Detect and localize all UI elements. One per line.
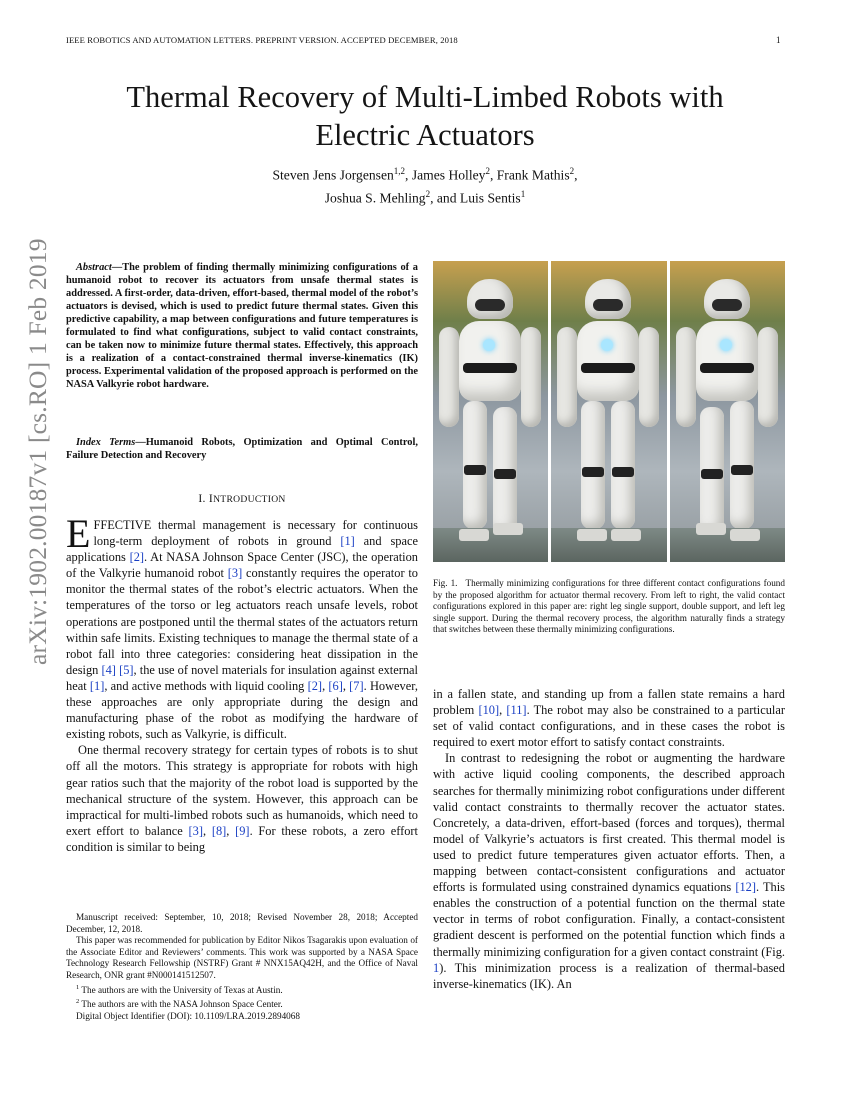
index-terms bbox=[66, 436, 418, 462]
robot-torso bbox=[459, 321, 521, 401]
figure-caption-text: Thermally minimizing configurations for three different contact configurations found by the proposed algorithm for actuator thermal recovery. From left to right, the valid contact configurations explored in this paper are: right leg single support, double support, and left leg single support. During the thermal recovery process, the algorithm naturally finds a strategy that switches between these thermally minimizing configurations. bbox=[433, 578, 785, 635]
robot-arm bbox=[439, 327, 459, 427]
page-number: 1 bbox=[776, 35, 781, 45]
robot-knee bbox=[612, 467, 634, 477]
footnote: Manuscript received: September, 10, 2018; Revised November 28, 2018; Accepted December, 12, 2018. bbox=[66, 912, 418, 934]
abstract-text: —The problem of finding thermally minimizing configurations of a humanoid robot to recover its actuators from unsafe thermal states is addressed. A first-order, data-driven, effort-based, thermal model of the robot’s actuators is devised, which is used to predict future thermal states. Given this predictive capability, a map between configurations and future temperatures is formulated to find what configurations, subject to valid contact constraints, can be taken now to minimize future thermal states. Effectively, this approach is a realization of a contact-constrained thermal inverse-kinematics (IK) process. Experimental validation of the proposed approach is performed on the NASA Valkyrie robot hardware. bbox=[66, 262, 418, 391]
abstract bbox=[66, 261, 418, 391]
citation-link[interactable]: [10] bbox=[478, 703, 500, 718]
text-run: . At NASA Johnson Space Center (JSC), the operation of the Valkyrie humanoid robot bbox=[66, 550, 418, 581]
text-run: , and active methods with liquid cooling bbox=[104, 678, 308, 693]
section-title-initial: I bbox=[208, 492, 214, 505]
author-line-2 bbox=[40, 185, 810, 208]
text-run: in a fallen state, and standing up from a fallen state remains a hard problem bbox=[433, 687, 785, 718]
index-terms-text: —Humanoid Robots, Optimization and Optimal Control, Failure Detection and Recovery bbox=[66, 437, 418, 462]
robot-visor bbox=[712, 299, 742, 311]
citation-link[interactable]: [2] bbox=[129, 550, 145, 565]
citation-link[interactable]: [6] bbox=[328, 678, 343, 693]
section-title-rest: NTRODUCTION bbox=[213, 494, 286, 505]
affiliation-mark: 2 bbox=[485, 166, 490, 176]
citation-link[interactable]: [5] bbox=[119, 662, 134, 677]
footnote-doi: Digital Object Identifier (DOI): 10.1109/LRA.2019.2894068 bbox=[76, 1010, 300, 1021]
author-name: Steven Jens Jorgensen bbox=[272, 167, 394, 183]
robot-chest-light bbox=[720, 339, 732, 351]
citation-link[interactable]: [12] bbox=[735, 880, 756, 895]
robot-knee bbox=[494, 469, 516, 479]
text-run: constantly requires the operator to monitor the thermal states of the robot’s electric actuators. When the temperatures of the torso or leg actuators reach unsafe levels, robot operations are postponed until the thermal states of the actuators return within safe limits. Existing techniques to manage the thermal state of a robot fall into three categories: considering heat dissipation in the design bbox=[66, 566, 418, 677]
robot-foot bbox=[611, 529, 641, 541]
robot-leg bbox=[581, 401, 605, 529]
paragraph: in a fallen state, and standing up from a fallen state remains a hard problem [10], [11]. The robot may also be constrained to a particular set of valid contact configurations, and in these cases the robot is required to exert motor effort to satisfy contact constraints. bbox=[433, 687, 785, 750]
robot-torso-band bbox=[581, 363, 635, 373]
text-run: FFECTIVE thermal management is necessary for continuous long-term deployment of robots in ground bbox=[93, 518, 418, 549]
affiliation-mark: 1 bbox=[520, 188, 526, 199]
robot-arm bbox=[557, 327, 577, 427]
robot-arm bbox=[521, 327, 541, 427]
paragraph: EFFECTIVE thermal management is necessary for continuous long-term deployment of robots in ground [1] and space applications [2]. At NASA Johnson Space Center (JSC), the operation of the Valkyrie humanoid robot [3] constantly requires the operator to monitor the thermal states of the robot’s electric actuators. When the temperatures of the torso or leg actuators reach unsafe levels, robot operations are postponed until the thermal states of the actuators return within safe limits. Existing techniques to manage the thermal state of a robot fall into three categories: considering heat dissipation in the design [4] [5], the use of novel materials for insulation against external heat [1], and active methods with liquid cooling [2], [6], [7]. However, these approaches are only appropriate during the design and manufacturing phase of the robot as modifying the hardware of existing robots, such as Valkyrie, is difficult. bbox=[66, 511, 418, 742]
right-column-body bbox=[433, 686, 785, 992]
author-separator: , bbox=[574, 167, 578, 183]
text-run: , the use of novel materials for insulation against external heat bbox=[66, 662, 418, 693]
robot-knee bbox=[582, 467, 604, 477]
robot-leg bbox=[611, 401, 635, 529]
robot-torso-band bbox=[700, 363, 754, 373]
footnote-mark: 1 bbox=[76, 983, 80, 991]
footnotes bbox=[66, 912, 418, 1022]
footnote-text: The authors are with the University of Texas at Austin. bbox=[79, 984, 283, 995]
robot-arm bbox=[758, 327, 778, 427]
affiliation-mark: 2 bbox=[425, 188, 431, 199]
figure-reference-link[interactable]: 1 bbox=[433, 960, 440, 975]
robot-foot bbox=[459, 529, 489, 541]
robot-photo-left-leg-support bbox=[670, 261, 785, 562]
robot-foot bbox=[493, 523, 523, 535]
text-run: and space applications bbox=[66, 534, 418, 565]
robot-torso-band bbox=[463, 363, 517, 373]
robot-foot bbox=[696, 523, 726, 535]
floor bbox=[670, 528, 785, 562]
robot-visor bbox=[475, 299, 505, 311]
text-run: . This enables the construction of a potential function on the thermal state vector in terms of robot configuration. Finally, a contact-consistent gradient descent is performed on the potential function which finds a thermally minimizing configuration for a given contact constraint (Fig. bbox=[433, 880, 786, 959]
affiliation-mark: 2 bbox=[569, 166, 575, 176]
robot-knee bbox=[701, 469, 723, 479]
citation-link[interactable]: [9] bbox=[235, 823, 250, 838]
arxiv-side-stamp: arXiv:1902.00187v1 [cs.RO] 1 Feb 2019 bbox=[23, 238, 52, 665]
robot-visor bbox=[593, 299, 623, 311]
citation-link[interactable]: [3] bbox=[188, 823, 203, 838]
author-name: Joshua S. Mehling bbox=[324, 190, 426, 206]
text-run: One thermal recovery strategy for certain types of robots is to shut off all the motors. This strategy is appropriate for robots with high gear ratios such that the majority of the robot load is supported by the mechanical structure of the system. However, this approach can be impractical for multi-limbed robots such as humanoids, which need to exert effort to balance bbox=[66, 743, 418, 838]
text-run: . The robot may also be constrained to a particular set of valid contact configurations, and in these cases the robot is required to exert motor effort to satisfy contact constraints. bbox=[433, 703, 785, 750]
citation-link[interactable]: [4] bbox=[101, 662, 116, 677]
robot-torso bbox=[696, 321, 758, 401]
footnote-mark: 2 bbox=[76, 998, 80, 1006]
figure-1-caption bbox=[433, 578, 785, 636]
text-run: . For these robots, a zero effort condition is similar to being bbox=[66, 823, 418, 854]
citation-link[interactable]: [1] bbox=[89, 678, 105, 693]
robot-arm bbox=[639, 327, 659, 427]
citation-link[interactable]: [8] bbox=[211, 823, 227, 838]
citation-link[interactable]: [2] bbox=[307, 678, 323, 693]
section-numeral: I. bbox=[198, 492, 209, 505]
affiliation-mark: 1,2 bbox=[393, 166, 406, 176]
introduction-body bbox=[66, 511, 418, 855]
running-header: IEEE ROBOTICS AND AUTOMATION LETTERS. PREPRINT VERSION. ACCEPTED DECEMBER, 2018 bbox=[66, 35, 458, 45]
footnote bbox=[66, 996, 418, 1011]
section-heading-introduction bbox=[66, 492, 418, 505]
citation-link[interactable]: [1] bbox=[340, 534, 355, 549]
paragraph bbox=[433, 750, 785, 991]
robot-photo-double-support bbox=[551, 261, 666, 562]
robot-knee bbox=[731, 465, 753, 475]
citation-link[interactable]: [7] bbox=[349, 678, 364, 693]
author-list bbox=[40, 162, 810, 207]
figure-label: Fig. 1. bbox=[433, 578, 458, 588]
text-run: . However, these approaches are only appropriate during the design and manufacturing phase of the robot as modifying the hardware of existing robots, such as Valkyrie, is difficult. bbox=[66, 678, 418, 742]
robot-chest-light bbox=[483, 339, 495, 351]
footnote-text: The authors are with the NASA Johnson Space Center. bbox=[79, 999, 283, 1010]
author-name: , James Holley bbox=[405, 167, 486, 183]
robot-foot bbox=[577, 529, 607, 541]
text-run: ). This minimization process is a realization of thermal-based inverse-kinematics (IK). An bbox=[433, 960, 785, 991]
paragraph: One thermal recovery strategy for certain types of robots is to shut off all the motors. This strategy is appropriate for robots with high gear ratios such that the majority of the robot load is supported by the mechanical structure of the system. However, this approach can be impractical for multi-limbed robots such as humanoids, which need to exert effort to balance [3], [8], [9]. For these robots, a zero effort condition is similar to being bbox=[66, 743, 418, 854]
author-name: , Frank Mathis bbox=[489, 167, 570, 183]
abstract-label: Abstract bbox=[76, 262, 112, 273]
title-line-2: Electric Actuators bbox=[315, 118, 535, 152]
author-name: , and Luis Sentis bbox=[430, 190, 521, 206]
title-line-1: Thermal Recovery of Multi-Limbed Robots with bbox=[126, 80, 724, 114]
robot-torso bbox=[577, 321, 639, 401]
citation-link[interactable]: [11] bbox=[506, 703, 527, 718]
footnote: This paper was recommended for publication by Editor Nikos Tsagarakis upon evaluation of the Associate Editor and Reviewers’ comments. This work was supported by a NASA Space Technology Research Fellowship (NSTRF) Grant # NNX15AQ42H, and the Office of Naval Research, ONR grant #N000141512507. bbox=[66, 935, 418, 980]
robot-foot bbox=[730, 529, 760, 541]
text-run: In contrast to redesigning the robot or augmenting the hardware with active liquid cooling components, the described approach searches for thermally minimizing robot configurations under different valid contact constraints to thermally recover the actuator states. Concretely, a data-driven, effort-based (forces and torques), thermal model of Valkyrie’s actuators is first created. This thermal model is used to predict future temperatures given actuator efforts. Then, a mapping between contact-consistent configurations and actuator efforts is formulated using constrained dynamics equations bbox=[433, 751, 785, 895]
index-terms-label: Index Terms bbox=[76, 437, 136, 448]
robot-arm bbox=[676, 327, 696, 427]
robot-knee bbox=[464, 465, 486, 475]
drop-cap: E bbox=[66, 511, 91, 556]
footnote bbox=[66, 982, 418, 997]
floor bbox=[433, 528, 548, 562]
citation-link[interactable]: [3] bbox=[227, 566, 243, 581]
floor bbox=[551, 528, 666, 562]
robot-photo-right-leg-support bbox=[433, 261, 548, 562]
paper-title bbox=[40, 78, 810, 154]
figure-1-robot-photos bbox=[433, 261, 785, 562]
author-line-1 bbox=[40, 162, 810, 185]
